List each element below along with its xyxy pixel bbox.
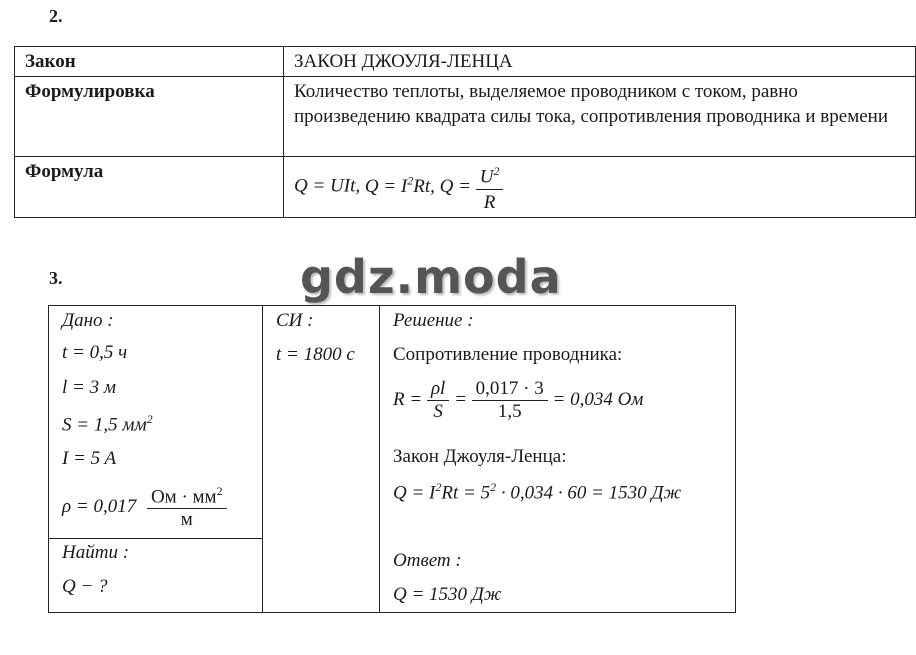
solution-step-1: Сопротивление проводника: [393,344,623,365]
watermark-logo: gdz.moda [300,250,562,304]
formula-2: $Q = I^2Rt$, [364,173,435,197]
given-length: l = 3 м [62,377,116,398]
given-resistivity: ρ = 0,017 $\frac{Ом \cdot мм^2}{м}$ [62,484,227,531]
formulation-value: Количество теплоты, выделяемое проводником с током, равно произведению квадрата силы тока, сопротивления проводника и времени [284,77,916,157]
formula-3: Q = $\frac{U^2}{R}$ [440,176,504,197]
table-row [15,157,916,218]
task-3-number: 3. [49,268,63,288]
task-2-number: 2. [49,6,63,26]
solution-resistance: R = $\frac{\rho l}{S}$ = $\frac{0,017 \cdot 3}{1,5}$ = 0,034 Ом [393,378,644,422]
given-area: S = 1,5 $мм^2$ [62,412,153,436]
find-label: Найти : [62,542,130,563]
formulation-label: Формулировка [15,77,284,157]
find-value: Q − ? [62,576,108,597]
law-label: Закон [15,47,284,77]
answer-value: Q = 1530 Дж [393,584,502,605]
table-row [15,77,916,157]
si-value: t = 1800 с [276,344,355,365]
divider [262,305,263,612]
solution-heat: $Q = I^2Rt = 5^2 \cdot 0,034 \cdot 60 = 1530$ Дж [393,480,682,504]
solution-step-3: Закон Джоуля-Ленца: [393,446,567,467]
formula-value [284,157,916,218]
formula-label: Формула [15,157,284,218]
divider [48,538,263,539]
divider [379,305,380,612]
formula-1: Q = UIt, [294,175,361,197]
table-row [15,47,916,77]
solution-frame [48,305,736,613]
given-current: I = 5 A [62,448,117,469]
answer-label: Ответ : [393,550,462,571]
given-label: Дано : [62,310,114,331]
given-time: t = 0,5 ч [62,342,128,363]
law-value: ЗАКОН ДЖОУЛЯ-ЛЕНЦА [284,47,916,77]
solution-label: Решение : [393,310,474,331]
si-label: СИ : [276,310,314,331]
law-table [14,46,916,218]
